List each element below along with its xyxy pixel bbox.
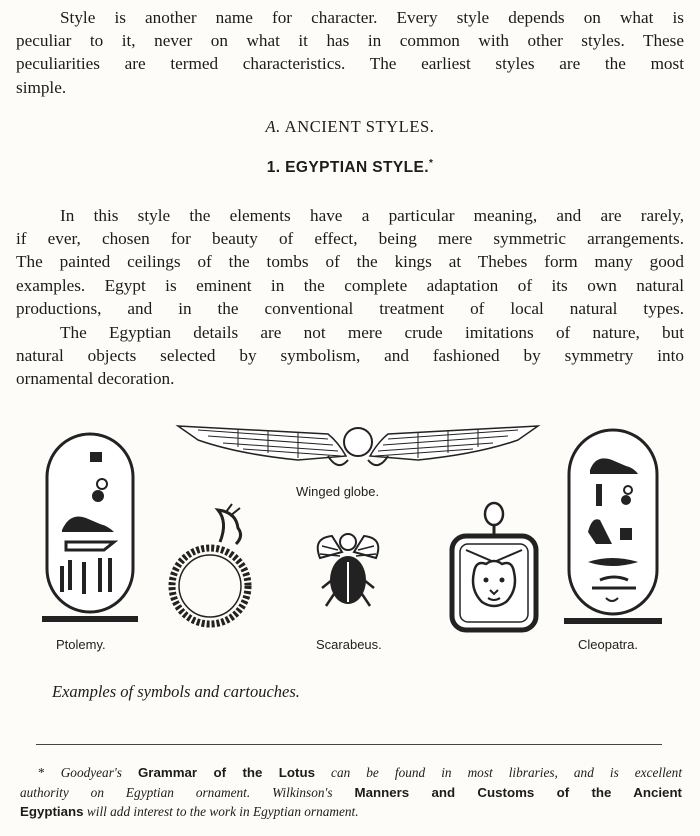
- serpent-illustration: [166, 502, 258, 634]
- caption-scarabeus: Scarabeus.: [316, 637, 382, 652]
- footnote-line-2: [20, 783, 682, 803]
- figure-title: Examples of symbols and cartouches.: [52, 682, 300, 701]
- body1-line-4: examples. Egypt is eminent in the complete adaptation of its own natural: [16, 275, 684, 295]
- body1-line-2: if ever, chosen for beauty of effect, being mere symmetric arrangements.: [16, 229, 684, 249]
- footnote-line-1-rest: can be found in most libraries, and is excellent: [331, 765, 683, 780]
- caption-ptolemy: Ptolemy.: [56, 637, 106, 652]
- footnote-line-2-text: authority on Egyptian ornament. Wilkinson's: [20, 784, 333, 800]
- footnote-line-1-author: Goodyear's: [60, 765, 122, 780]
- intro-line-4: simple.: [16, 77, 67, 97]
- intro-line-2: peculiar to it, never on what it has in common with other styles. These: [16, 31, 684, 51]
- caption-cleopatra: Cleopatra.: [578, 637, 638, 652]
- body1-line-1: In this style the elements have a particular meaning, and are rarely,: [60, 206, 684, 225]
- body2-line-3: ornamental decoration.: [16, 369, 175, 389]
- cleopatra-cartouche-illustration: [566, 428, 660, 628]
- lion-pendant-illustration: [446, 498, 542, 634]
- footnote: [20, 763, 682, 822]
- body-paragraph-1: [16, 204, 684, 320]
- scarab-illustration: [312, 528, 384, 624]
- sun-disk-icon: [344, 428, 372, 456]
- intro-paragraph: [16, 6, 684, 99]
- footnote-mark: *: [428, 158, 434, 169]
- section-numeral: A.: [265, 117, 281, 136]
- subsection-title: 1. EGYPTIAN STYLE.: [266, 159, 429, 177]
- body1-line-3: The painted ceilings of the tombs of the kings at Thebes form many good: [16, 252, 684, 272]
- footnote-line-3-text: will add interest to the work in Egyptian ornament.: [86, 804, 359, 819]
- footnote-line-3: [20, 802, 682, 822]
- footnote-book-manners-and-customs: Manners and Customs of the Ancient: [354, 784, 682, 800]
- footnote-divider: [36, 744, 662, 745]
- intro-line-3: peculiarities are termed characteristics. The earliest styles are the most: [16, 54, 684, 74]
- body-paragraph-2: [16, 321, 684, 391]
- body1-line-5: productions, and in the conventional treatment of local natural types.: [16, 298, 684, 318]
- section-heading: [0, 117, 700, 137]
- ptolemy-cartouche-illustration: [44, 432, 136, 626]
- footnote-book-grammar-of-the-lotus: Grammar of the Lotus: [137, 765, 315, 780]
- body2-line-2: natural objects selected by symbolism, and fashioned by symmetry into: [16, 346, 684, 366]
- caption-winged-globe: Winged globe.: [296, 484, 380, 499]
- footnote-line-1-mark: *: [38, 765, 45, 780]
- footnote-book-egyptians: Egyptians: [20, 804, 84, 819]
- section-title: ANCIENT STYLES.: [284, 117, 435, 136]
- intro-line-1: Style is another name for character. Every style depends on what is: [60, 8, 684, 27]
- body2-line-1: The Egyptian details are not mere crude imitations of nature, but: [60, 323, 684, 342]
- winged-globe-illustration: [178, 420, 538, 482]
- footnote-line-1: [20, 763, 682, 783]
- subsection-heading: [0, 158, 700, 177]
